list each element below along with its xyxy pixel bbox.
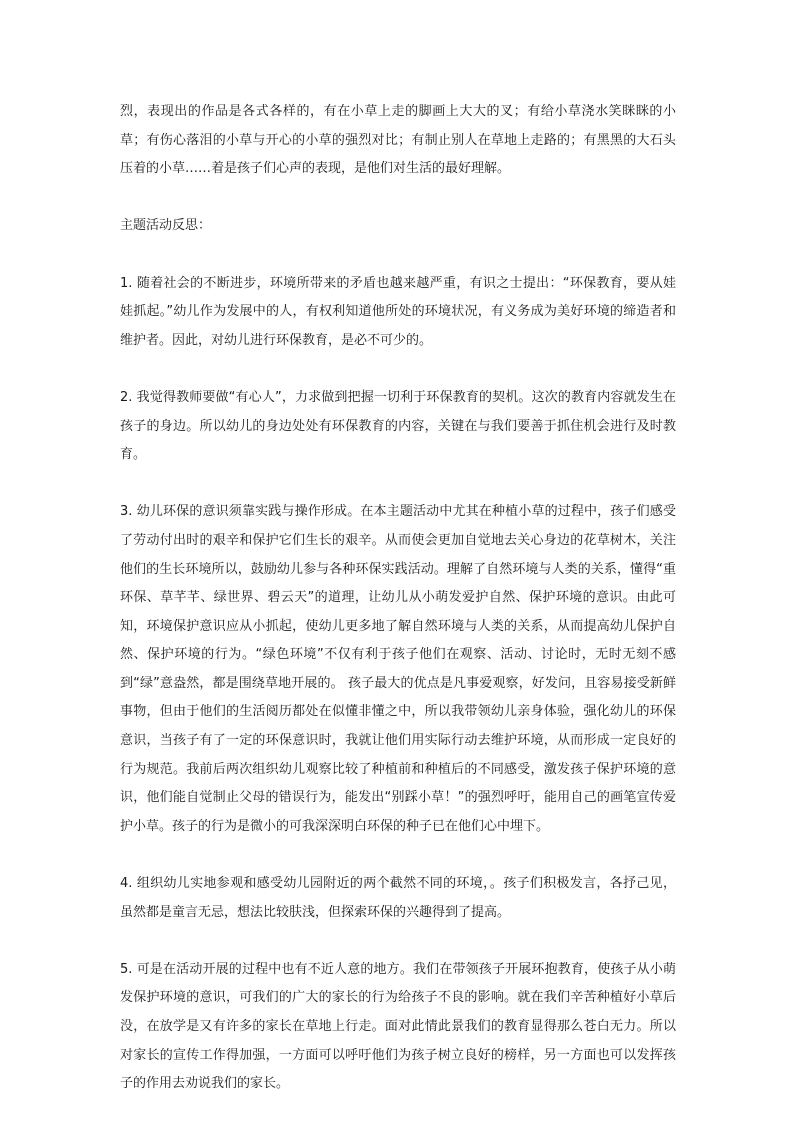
reflection-item-5: 5. 可是在活动开展的过程中也有不近人意的地方。我们在带领孩子开展环抱教育，使孩子从小萌发保护环境的意识，可我们的广大的家长的行为给孩子不良的影响。就在我们辛苦种植好小草后没，在放学是又有许多的家长在草地上行走。面对此情此景我们的教育显得那么苍白无力。所以对家长的宣传工作得加强，一方面可以呼吁他们为孩子树立良好的榜样，另一方面也可以发挥孩子的作用去劝说我们的家长。 — [120, 961, 676, 1092]
reflection-item-4: 4. 组织幼儿实地参观和感受幼儿园附近的两个截然不同的环境，。孩子们积极发言，各抒己见，虽然都是童言无忌，想法比较肤浅，但探索环保的兴趣得到了提高。 — [120, 876, 676, 920]
reflection-item-2: 2. 我觉得教师要做“有心人”，力求做到把握一切利于环保教育的契机。这次的教育内容就发生在孩子的身边。所以幼儿的身边处处有环保教育的内容，关键在与我们要善于抓住机会进行及时教育。 — [120, 389, 676, 463]
paragraph-intro-continuation: 烈，表现出的作品是各式各样的，有在小草上走的脚画上大大的叉；有给小草浇水笑眯眯的小草；有伤心落泪的小草与开心的小草的强烈对比；有制止别人在草地上走路的；有黑黑的大石头压着的小草……着是孩子们心声的表现，是他们对生活的最好理解。 — [120, 104, 676, 177]
reflection-item-1: 1. 随着社会的不断进步，环境所带来的矛盾也越来越严重，有识之士提出：“环保教育，要从娃娃抓起。”幼儿作为发展中的人，有权利知道他所处的环境状况，有义务成为美好环境的缔造者和维护者。因此，对幼儿进行环保教育，是必不可少的。 — [120, 275, 676, 348]
document-body — [120, 98, 676, 1127]
reflection-item-3: 3. 幼儿环保的意识须靠实践与操作形成。在本主题活动中尤其在种植小草的过程中，孩子们感受了劳动付出时的艰辛和保护它们生长的艰辛。从而使会更加自觉地去关心身边的花草树木，关注他们的生长环境所以，鼓励幼儿参与各种环保实践活动。理解了自然环境与人类的关系，懂得“重环保、草芊芊、绿世界、碧云天”的道理，让幼儿从小萌发爱护自然、保护环境的意识。由此可知，环境保护意识应从小抓起，使幼儿更多地了解自然环境与人类的关系，从而提高幼儿保护自然、保护环境的行为。“绿色环境”不仅有利于孩子他们在观察、活动、讨论时，无时无刻不感到“绿”意盎然，都是围绕草地开展的。 孩子最大的优点是凡事爱观察，好发问，且容易接受新鲜事物，但由于他们的生活阅历都处在似懂非懂之中，所以我带领幼儿亲身体验，强化幼儿的环保意识，当孩子有了一定的环保意识时，我就让他们用实际行动去维护环境，从而形成一定良好的行为规范。我前后两次组织幼儿观察比较了种植前和种植后的不同感受，激发孩子保护环境的意识，他们能自觉制止父母的错误行为，能发出“别踩小草！”的强烈呼吁，能用自己的画笔宣传爱护小草。孩子的行为是微小的可我深深明白环保的种子已在他们心中埋下。 — [120, 504, 676, 834]
section-heading-reflection: 主题活动反思： — [120, 218, 212, 234]
